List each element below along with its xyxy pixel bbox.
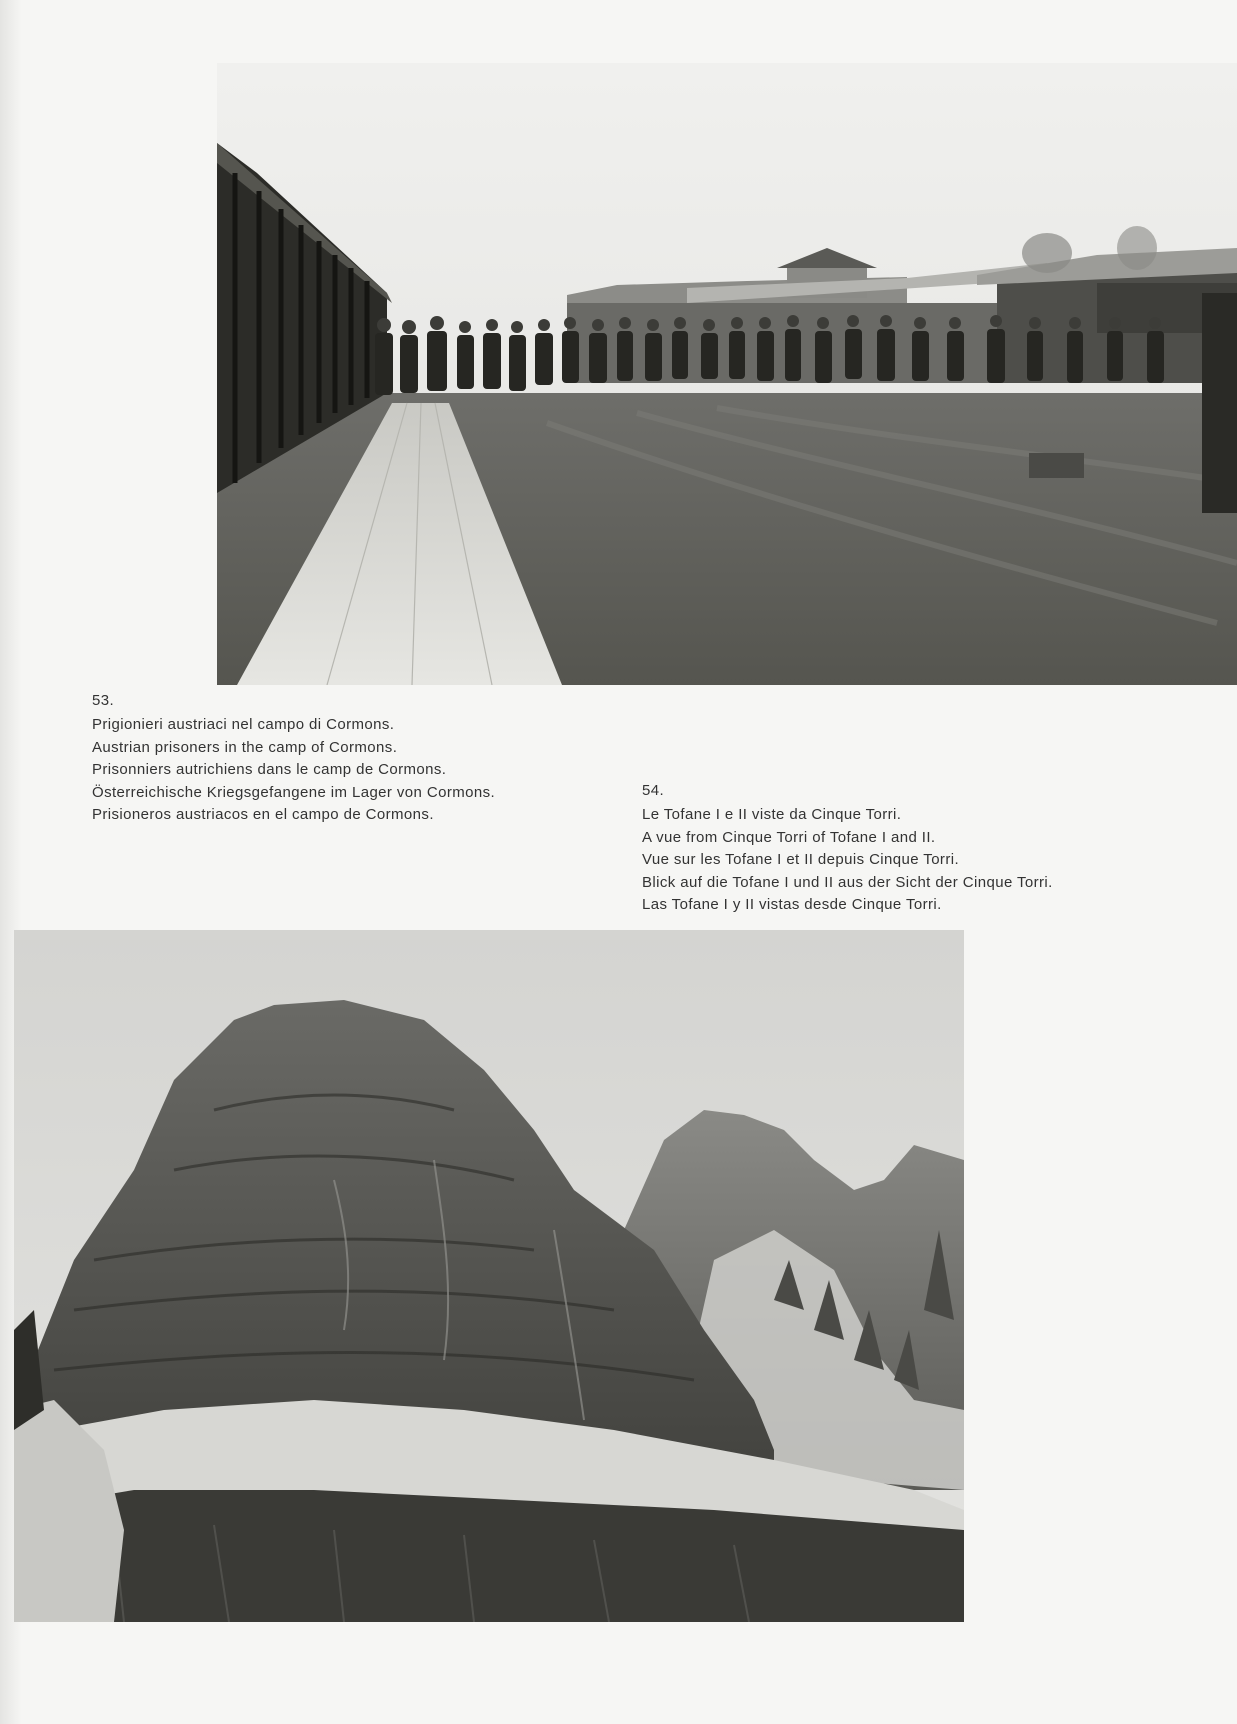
caption-line-french: Prisonniers autrichiens dans le camp de Cormons. <box>92 761 447 779</box>
figure-number: 54. <box>642 782 665 799</box>
prisoner-camp-illustration <box>217 63 1237 685</box>
caption-line-german: Österreichische Kriegsgefangene im Lager von Cormons. <box>92 783 496 801</box>
caption-line-german: Blick auf die Tofane I und II aus der Sicht der Cinque Torri. <box>642 873 1053 891</box>
caption-line-spanish: Las Tofane I y II vistas desde Cinque Torri. <box>642 896 942 914</box>
figure-number: 53. <box>92 692 115 709</box>
caption-line-english: Austrian prisoners in the camp of Cormons. <box>92 738 398 756</box>
caption-line-english: A vue from Cinque Torri of Tofane I and II. <box>642 828 936 846</box>
caption-figure-54 <box>642 780 1053 916</box>
photo-tofane-mountains <box>14 930 964 1622</box>
caption-line-italian: Prigionieri austriaci nel campo di Cormons. <box>92 716 395 734</box>
caption-line-french: Vue sur les Tofane I et II depuis Cinque Torri. <box>642 851 960 869</box>
tofane-mountains-illustration <box>14 930 964 1622</box>
caption-line-spanish: Prisioneros austriacos en el campo de Cormons. <box>92 806 434 824</box>
photo-prisoner-camp <box>217 63 1237 685</box>
caption-line-italian: Le Tofane I e II viste da Cinque Torri. <box>642 806 902 824</box>
caption-figure-53 <box>92 690 495 826</box>
